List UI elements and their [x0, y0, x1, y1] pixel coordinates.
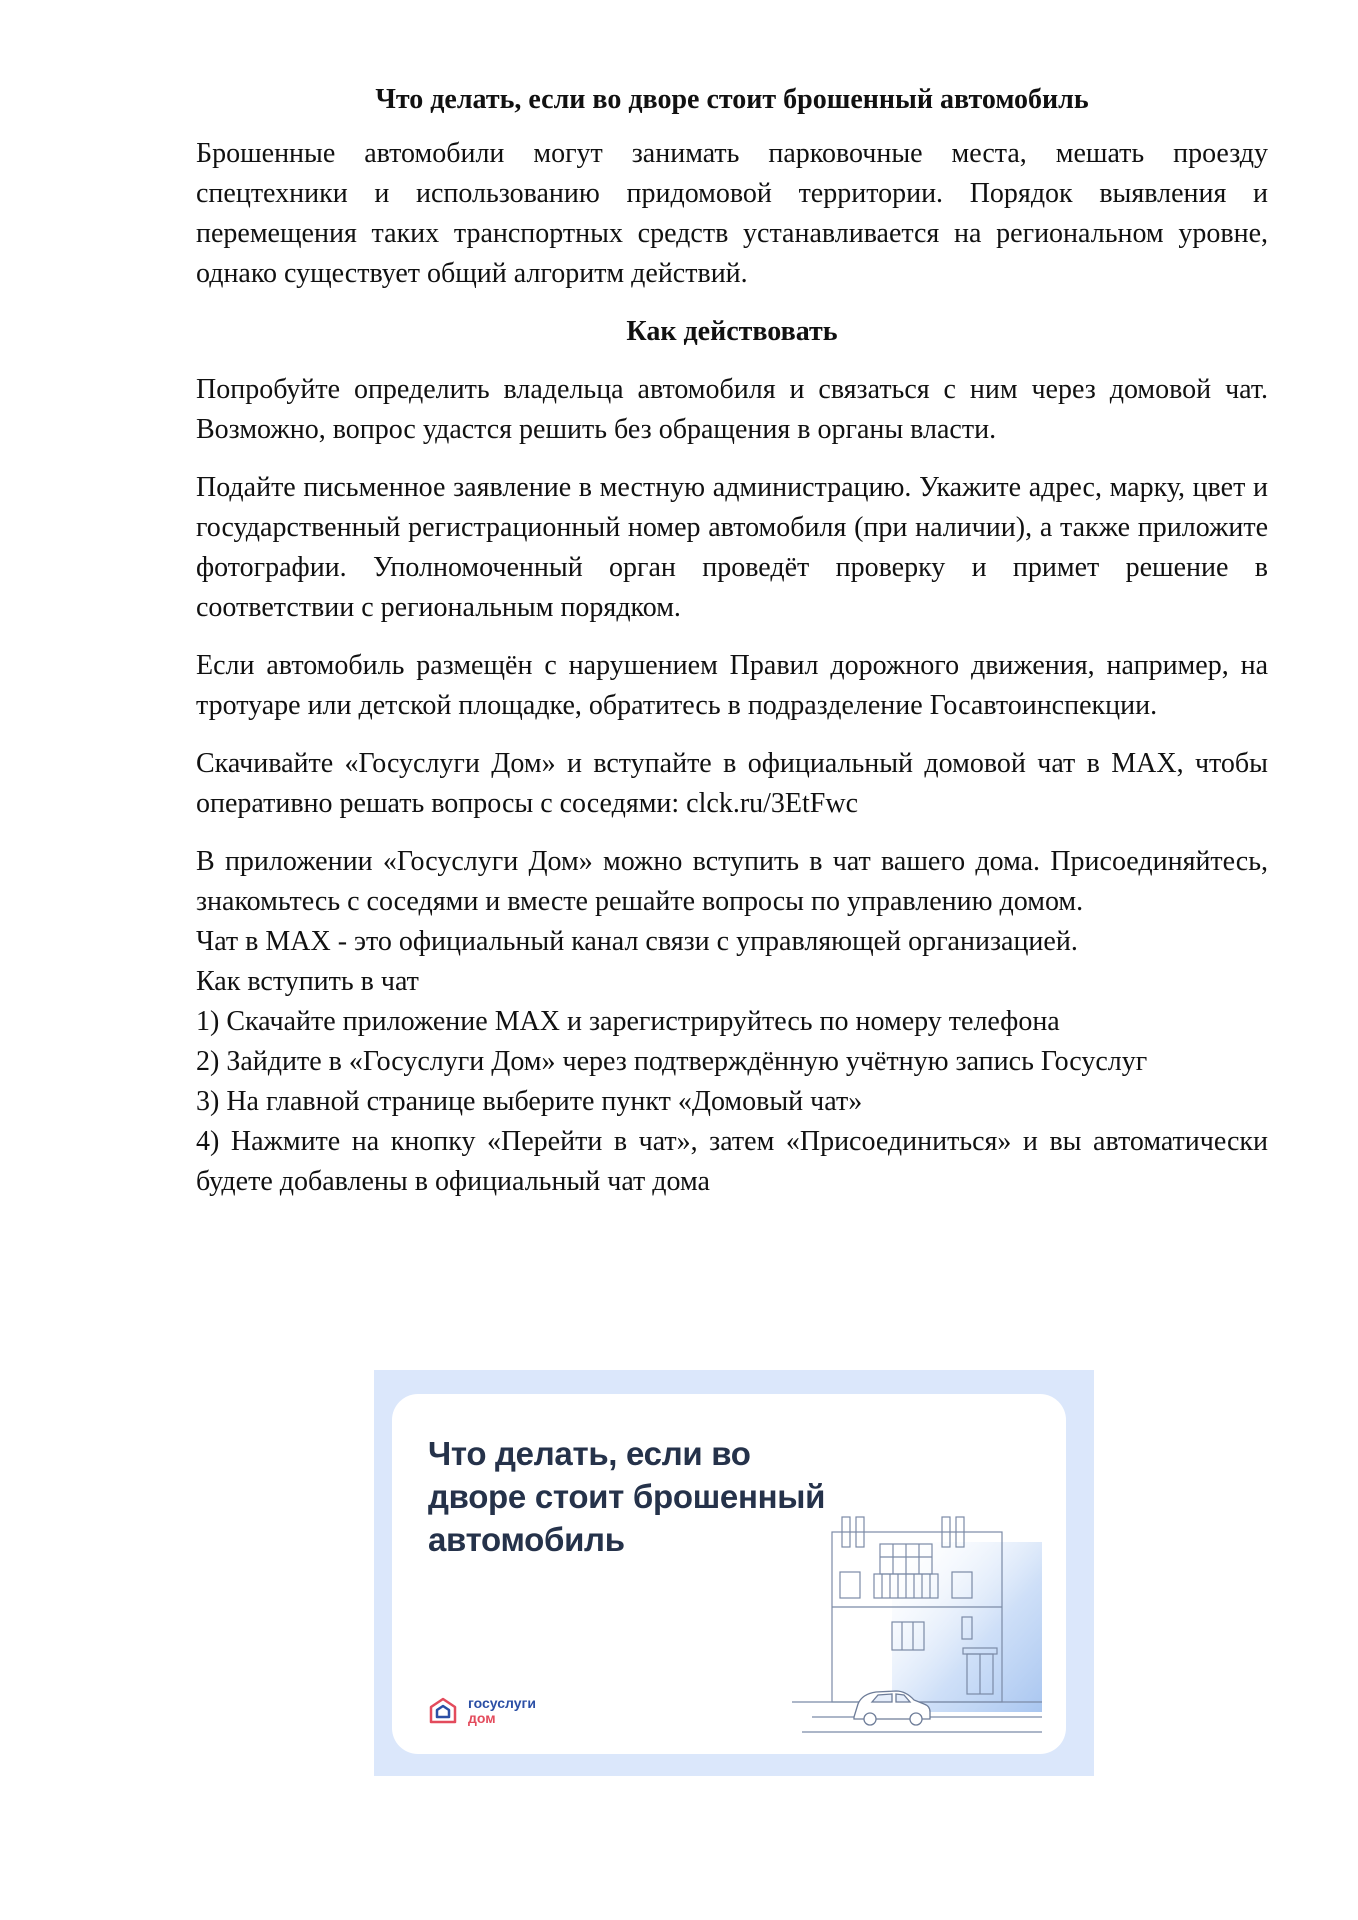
step-item: 1) Скачайте приложение MAX и зарегистрируйтесь по номеру телефона: [196, 1006, 1060, 1037]
document-title: Что делать, если во дворе стоит брошенный автомобиль: [375, 84, 1089, 115]
intro-paragraph: Брошенные автомобили могут занимать парковочные места, мешать проезду спецтехники и использованию придомовой территории. Порядок выявления и перемещения таких транспортных средств устанавливается на региональном уровне, однако существует общий алгоритм действий.: [196, 138, 1268, 289]
brand-name: госуслуги: [468, 1695, 536, 1711]
paragraph-download-app: Скачивайте «Госуслуги Дом» и вступайте в официальный домовой чат в MAX, чтобы оперативно решать вопросы с соседями: clck.ru/3EtFwc: [196, 748, 1268, 819]
section-title: Как действовать: [626, 316, 838, 347]
info-banner: [374, 1370, 1094, 1776]
steps-heading: Как вступить в чат: [196, 966, 419, 997]
chat-note: Чат в MAX - это официальный канал связи с управляющей организацией.: [196, 926, 1078, 957]
paragraph-traffic-police: Если автомобиль размещён с нарушением Правил дорожного движения, например, на тротуаре или детской площадке, обратитесь в подразделение Госавтоинспекции.: [196, 650, 1268, 721]
step-item: 4) Нажмите на кнопку «Перейти в чат», затем «Присоединиться» и вы автоматически будете добавлены в официальный чат дома: [196, 1126, 1268, 1197]
brand-subname: дом: [468, 1710, 496, 1726]
house-logo-icon: [428, 1696, 458, 1726]
brand-text: [468, 1696, 536, 1726]
banner-card: [392, 1394, 1066, 1754]
document-page: [196, 80, 1268, 1202]
step-item: 3) На главной странице выберите пункт «Домовый чат»: [196, 1086, 863, 1117]
building-with-car-illustration: [792, 1512, 1042, 1742]
banner-title: Что делать, если во дворе стоит брошенный автомобиль: [428, 1435, 826, 1558]
gosuslugi-dom-logo: [428, 1696, 536, 1726]
step-item: 2) Зайдите в «Госуслуги Дом» через подтверждённую учётную запись Госуслуг: [196, 1046, 1148, 1077]
paragraph-contact-owner: Попробуйте определить владельца автомобиля и связаться с ним через домовой чат. Возможно, вопрос удастся решить без обращения в органы власти.: [196, 374, 1268, 445]
paragraph-administration: Подайте письменное заявление в местную администрацию. Укажите адрес, марку, цвет и государственный регистрационный номер автомобиля (при наличии), а также приложите фотографии. Уполномоченный орган проведёт проверку и примет решение в соответствии с региональным порядком.: [196, 472, 1268, 623]
paragraph-app-chat: В приложении «Госуслуги Дом» можно вступить в чат вашего дома. Присоединяйтесь, знакомьтесь с соседями и вместе решайте вопросы по управлению домом.: [196, 846, 1268, 917]
